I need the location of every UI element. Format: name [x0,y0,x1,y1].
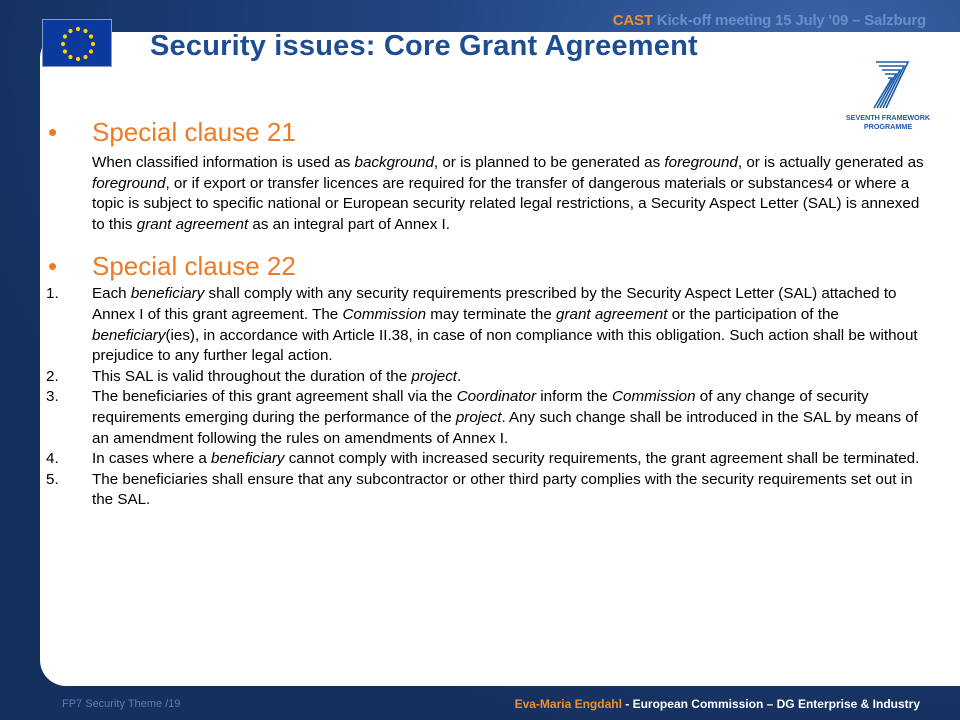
footer-org: - European Commission – DG Enterprise & Industry [621,697,920,711]
list-item [44,284,924,366]
list-item [44,449,924,470]
footer-page-info: FP7 Security Theme /19 [62,698,181,710]
bullet: • [48,117,58,147]
meeting-header [613,12,926,29]
item-text: Each beneficiary shall comply with any security requirements prescribed by the Security Aspect Letter (SAL) attached to Annex I of this grant agreement. The Commission may terminate the grant agreement or the participation of the beneficiary(ies), in accordance with Article II.38, in case of non compliance with this obligation. Such action shall be without prejudice to any further legal action. [92,285,918,365]
item-number: 5. [46,470,59,488]
clause22-list [44,284,924,511]
list-item [44,387,924,449]
slide-content [44,116,924,511]
clause21-heading [44,116,924,148]
logo-line2: PROGRAMME [863,122,913,131]
item-text: In cases where a beneficiary cannot comply with increased security requirements, the grant agreement shall be terminated. [92,450,920,468]
eu-flag-icon [42,19,112,67]
footer-credit [515,697,920,711]
clause21-heading-text: Special clause 21 [92,117,296,147]
item-text: The beneficiaries shall ensure that any subcontractor or other third party complies with the security requirements set out in the SAL. [92,470,913,509]
item-number: 4. [46,450,59,468]
header-meeting: Kick-off meeting 15 July '09 – Salzburg [652,12,926,29]
clause22-heading-text: Special clause 22 [92,251,296,282]
slide-title: Security issues: Core Grant Agreement [150,30,698,62]
item-text: This SAL is valid throughout the duration of the project. [92,367,462,385]
list-item [44,470,924,511]
item-number: 2. [46,367,59,385]
list-item [44,367,924,388]
clause21-text: When classified information is used as background, or is planned to be generated as foreground, or is actually generated as foreground, or if export or transfer licences are required for the transfer of dangerous materials or substances4 or where a topic is subject to specific national or European security related legal restrictions, a Security Aspect Letter (SAL) is annexed to this grant agreement as an integral part of Annex I. [92,154,924,233]
logo-line1: SEVENTH FRAMEWORK [845,113,931,122]
header-cast: CAST [612,12,653,29]
bullet: • [48,251,58,282]
clause22-heading [44,250,924,282]
item-number: 1. [46,285,59,303]
footer-author: Eva-Maria Engdahl [514,697,622,711]
item-number: 3. [46,388,59,406]
item-text: The beneficiaries of this grant agreement shall via the Coordinator inform the Commission of any change of security requirements emerging during the performance of the project. Any such change shall be introduced in the SAL by means of an amendment following the rules on amendments of Annex I. [92,388,918,447]
